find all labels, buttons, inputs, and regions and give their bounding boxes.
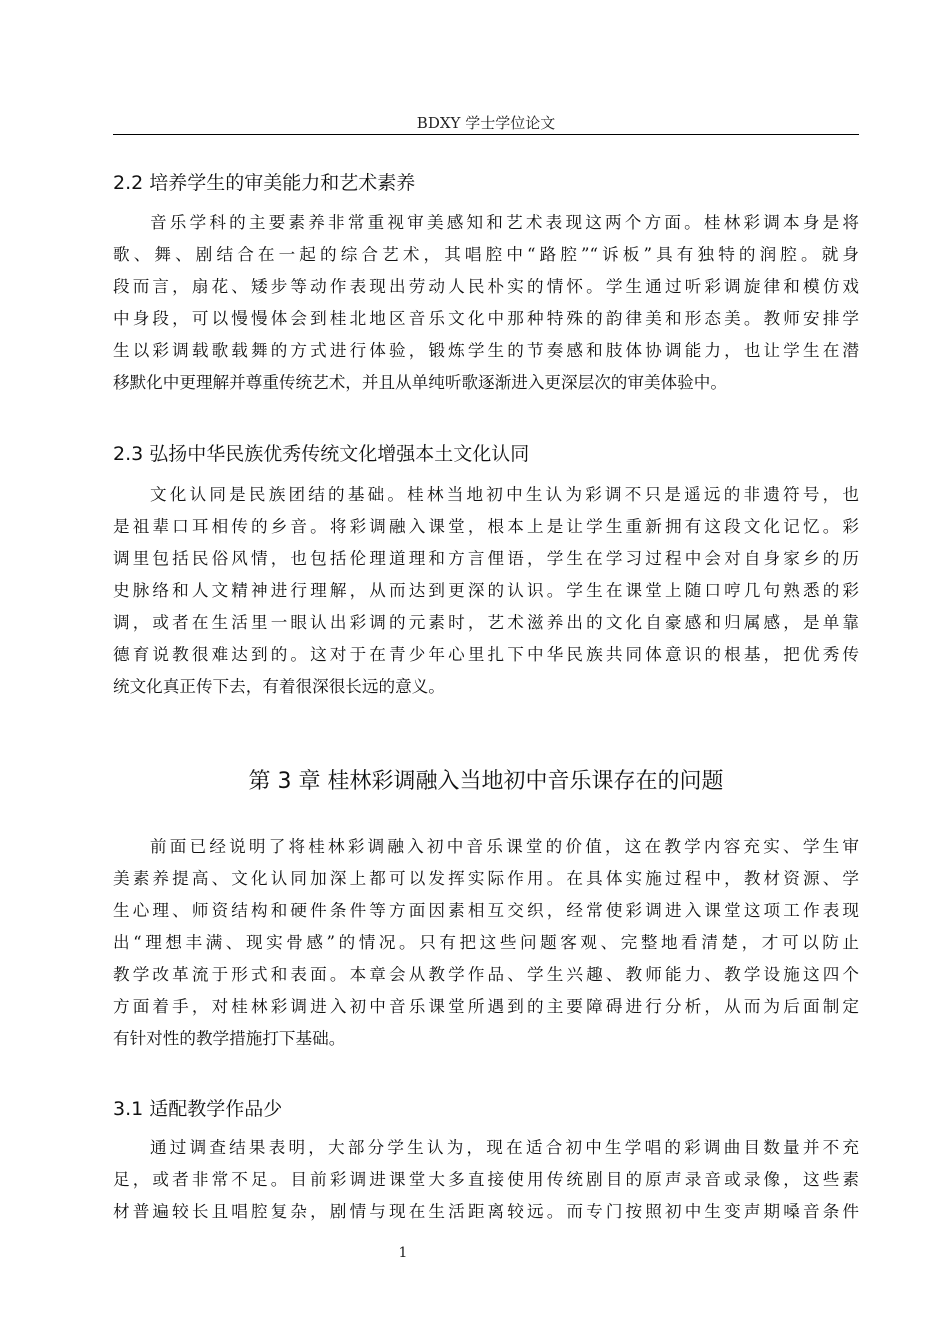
section-heading-3-1: 3.1 适配教学作品少	[113, 1098, 283, 1120]
paragraph-line: 移默化中更理解并尊重传统艺术，并且从单纯听歌逐渐进入更深层次的审美体验中。	[113, 373, 727, 392]
paragraph-line: 材普遍较长且唱腔复杂，剧情与现在生活距离较远。而专门按照初中生变声期嗓音条件	[113, 1202, 859, 1221]
paragraph-line: 调里包括民俗风情，也包括伦理道理和方言俚语，学生在学习过程中会对自身家乡的历	[113, 549, 859, 568]
paragraph-line: 生心理、师资结构和硬件条件等方面因素相互交织，经常使彩调进入课堂这项工作表现	[113, 901, 859, 920]
chapter-heading-3: 第 3 章 桂林彩调融入当地初中音乐课存在的问题	[248, 769, 724, 794]
page-number: 1	[398, 1245, 408, 1261]
paragraph-line: 歌、舞、剧结合在一起的综合艺术，其唱腔中“路腔”“诉板”具有独特的润腔。就身	[113, 245, 859, 264]
paragraph-3-1	[113, 1132, 859, 1228]
paragraph-line: 文化认同是民族团结的基础。桂林当地初中生认为彩调不只是遥远的非遗符号，也	[150, 485, 859, 504]
paragraph-line: 前面已经说明了将桂林彩调融入初中音乐课堂的价值，这在教学内容充实、学生审	[150, 837, 859, 856]
paragraph-line: 史脉络和人文精神进行理解，从而达到更深的认识。学生在课堂上随口哼几句熟悉的彩	[113, 581, 859, 600]
header-rule	[113, 134, 859, 135]
paragraph-line: 方面着手，对桂林彩调进入初中音乐课堂所遇到的主要障碍进行分析，从而为后面制定	[113, 997, 859, 1016]
paragraph-2-2	[113, 207, 859, 399]
section-heading-2-2: 2.2 培养学生的审美能力和艺术素养	[113, 172, 416, 194]
paragraph-line: 美素养提高、文化认同加深上都可以发挥实际作用。在具体实施过程中，教材资源、学	[113, 869, 859, 888]
paragraph-line: 教学改革流于形式和表面。本章会从教学作品、学生兴趣、教师能力、教学设施这四个	[113, 965, 859, 984]
paragraph-line: 有针对性的教学措施打下基础。	[113, 1029, 346, 1048]
running-header: BDXY 学士学位论文	[416, 114, 556, 132]
paragraph-line: 生以彩调载歌载舞的方式进行体验，锻炼学生的节奏感和肢体协调能力，也让学生在潜	[113, 341, 859, 360]
paragraph-line: 中身段，可以慢慢体会到桂北地区音乐文化中那种特殊的韵律美和形态美。教师安排学	[113, 309, 859, 328]
paragraph-line: 德育说教很难达到的。这对于在青少年心里扎下中华民族共同体意识的根基，把优秀传	[113, 645, 859, 664]
paragraph-line: 统文化真正传下去，有着很深很长远的意义。	[113, 677, 445, 696]
paragraph-2-3	[113, 479, 859, 703]
paragraph-chapter-3-intro	[113, 831, 859, 1055]
paragraph-line: 调，或者在生活里一眼认出彩调的元素时，艺术滋养出的文化自豪感和归属感，是单靠	[113, 613, 859, 632]
paragraph-line: 足，或者非常不足。目前彩调进课堂大多直接使用传统剧目的原声录音或录像，这些素	[113, 1170, 859, 1189]
paragraph-line: 通过调查结果表明，大部分学生认为，现在适合初中生学唱的彩调曲目数量并不充	[150, 1138, 859, 1157]
section-heading-2-3: 2.3 弘扬中华民族优秀传统文化增强本土文化认同	[113, 443, 530, 465]
paragraph-line: 是祖辈口耳相传的乡音。将彩调融入课堂，根本上是让学生重新拥有这段文化记忆。彩	[113, 517, 859, 536]
paragraph-line: 音乐学科的主要素养非常重视审美感知和艺术表现这两个方面。桂林彩调本身是将	[150, 213, 859, 232]
paragraph-line: 出“理想丰满、现实骨感”的情况。只有把这些问题客观、完整地看清楚，才可以防止	[113, 933, 859, 952]
paragraph-line: 段而言，扇花、矮步等动作表现出劳动人民朴实的情怀。学生通过听彩调旋律和模仿戏	[113, 277, 859, 296]
